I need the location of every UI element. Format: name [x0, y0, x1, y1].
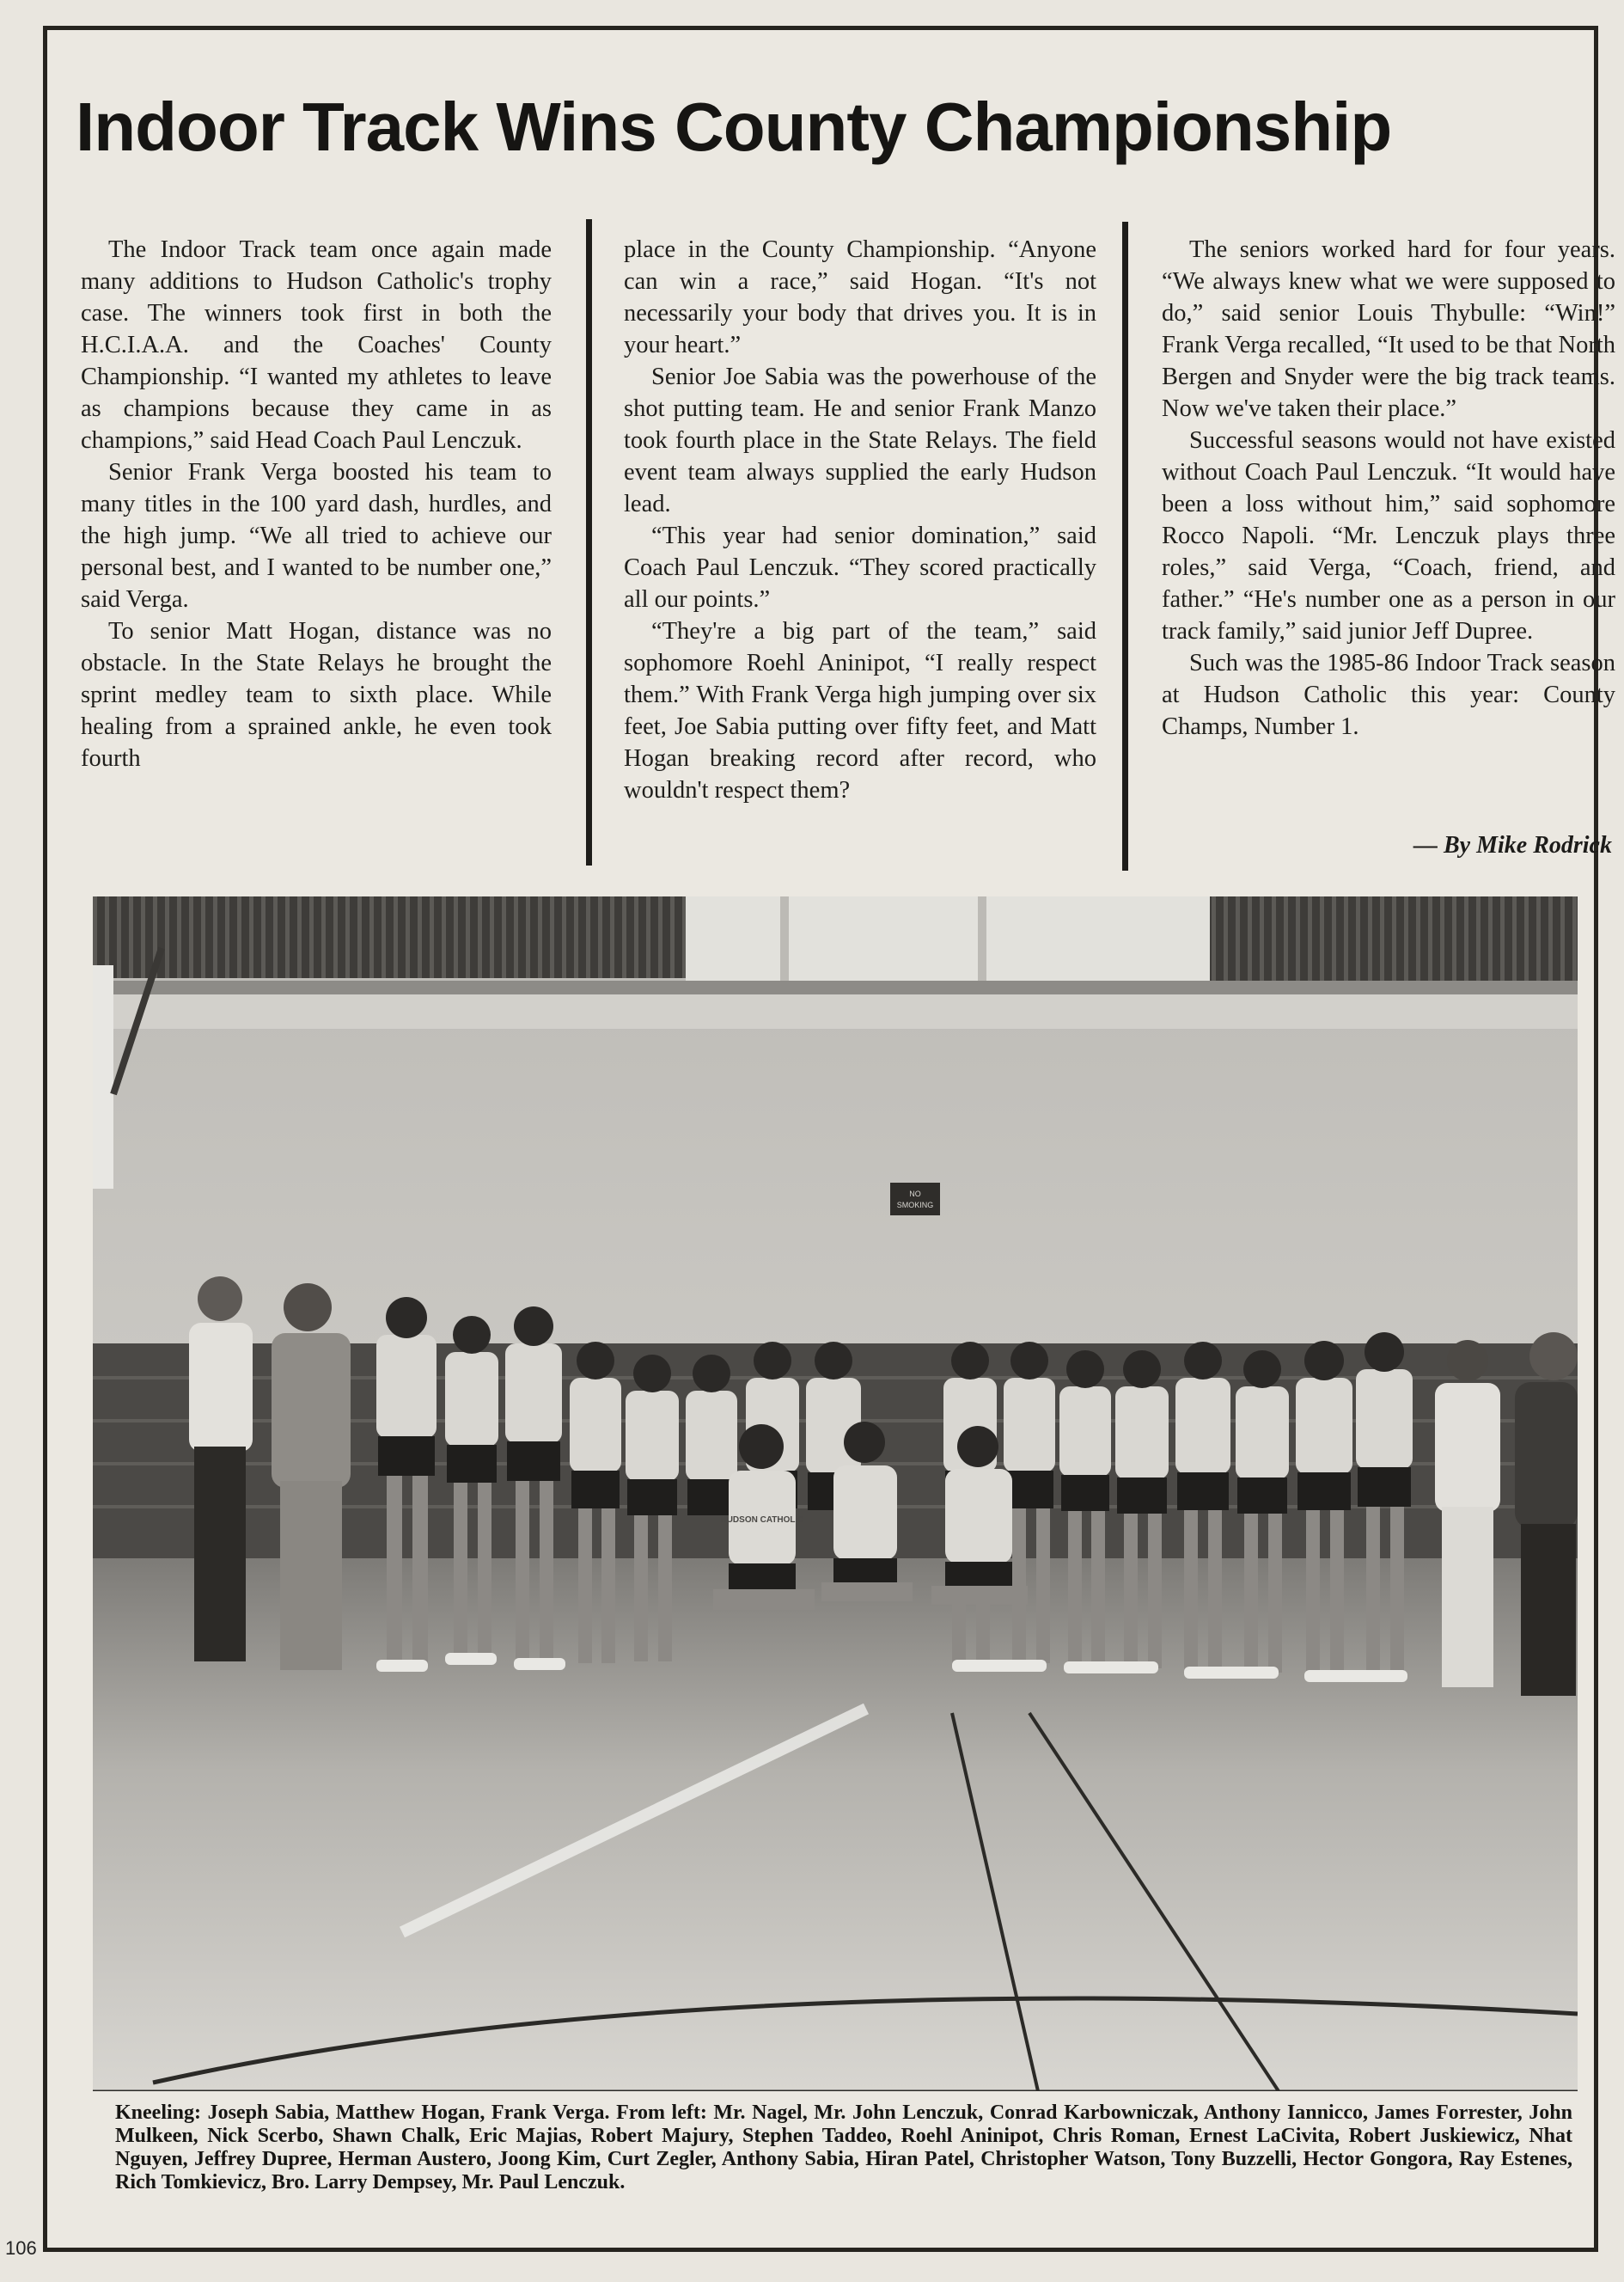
- paragraph: Senior Frank Verga boosted his team to many titles in the 100 yard dash, hurdles, and the high jump. “We all tried to achieve our personal best, and I wanted to be number one,” said Verga.: [81, 459, 552, 613]
- paragraph: Senior Joe Sabia was the powerhouse of the shot putting team. He and senior Frank Manzo took fourth place in the State Relays. The field event team always supplied the early Hudson lead.: [624, 364, 1096, 517]
- paragraph: Such was the 1985-86 Indoor Track season at Hudson Catholic this year: County Champs, Number 1.: [1162, 650, 1615, 740]
- sign-text-1: NO: [909, 1190, 921, 1198]
- page-title: Indoor Track Wins County Championship: [76, 89, 1392, 165]
- byline: — By Mike Rodrick: [1413, 832, 1612, 859]
- paragraph: The Indoor Track team once again made many additions to Hudson Catholic's trophy case. The winners took first in both the H.C.I.A.A. and the Coaches' County Championship. “I wanted my athletes to leave as champions because they came in as champions,” said Head Coach Paul Lenczuk.: [81, 236, 552, 454]
- paragraph: The seniors worked hard for four years. “We always knew what we were supposed to do,” said senior Louis Thybulle: “Win!” Frank Verga recalled, “It used to be that North Bergen and Snyder were the big track teams. Now we've taken their place.”: [1162, 236, 1615, 422]
- column-rule: [1122, 222, 1128, 871]
- photo-caption: Kneeling: Joseph Sabia, Matthew Hogan, Frank Verga. From left: Mr. Nagel, Mr. John Lenczuk, Conrad Karbowniczak, Anthony Iannicco, James Forrester, John Mulkeen, Nick Scerbo, Shawn Chalk, Eric Majias, Robert Majury, Stephen Taddeo, Roehl Aninipot, Chris Roman, Ernest LaCivita, Robert Juskiewicz, Nhat Nguyen, Jeffrey Dupree, Herman Austero, Joong Kim, Curt Zegler, Anthony Sabia, Hiran Patel, Christopher Watson, Tony Buzzelli, Hector Gongora, Ray Estenes, Rich Tomkievicz, Bro. Larry Dempsey, Mr. Paul Lenczuk.: [115, 2102, 1572, 2193]
- paragraph: “They're a big part of the team,” said sophomore Roehl Aninipot, “I really respect them.” With Frank Verga high jumping over six feet, Joe Sabia putting over fifty feet, and Matt Hogan breaking record after record, who wouldn't respect them?: [624, 618, 1096, 804]
- article-column-1: [81, 234, 552, 774]
- paragraph: place in the County Championship. “Anyone can win a race,” said Hogan. “It's not necessarily your body that drives you. It is in your heart.”: [624, 236, 1096, 358]
- sign-text-2: SMOKING: [896, 1201, 934, 1209]
- page-number: 106: [5, 2237, 37, 2259]
- column-rule: [586, 219, 592, 866]
- jersey-text: HUDSON CATHOLIC: [720, 1515, 804, 1525]
- article-column-3: [1162, 234, 1615, 743]
- team-photo-image: [93, 896, 1578, 2091]
- team-photo: [93, 896, 1578, 2091]
- paragraph: “This year had senior domination,” said Coach Paul Lenczuk. “They scored practically all our points.”: [624, 523, 1096, 613]
- article-column-2: [624, 234, 1096, 806]
- paragraph: Successful seasons would not have existed without Coach Paul Lenczuk. “It would have been a loss without him,” said sophomore Rocco Napoli. “Mr. Lenczuk plays three roles,” said Verga, “Coach, friend, and father.” “He's number one as a person in our track family,” said junior Jeff Dupree.: [1162, 427, 1615, 645]
- paragraph: To senior Matt Hogan, distance was no obstacle. In the State Relays he brought the sprint medley team to sixth place. While healing from a sprained ankle, he even took fourth: [81, 618, 552, 772]
